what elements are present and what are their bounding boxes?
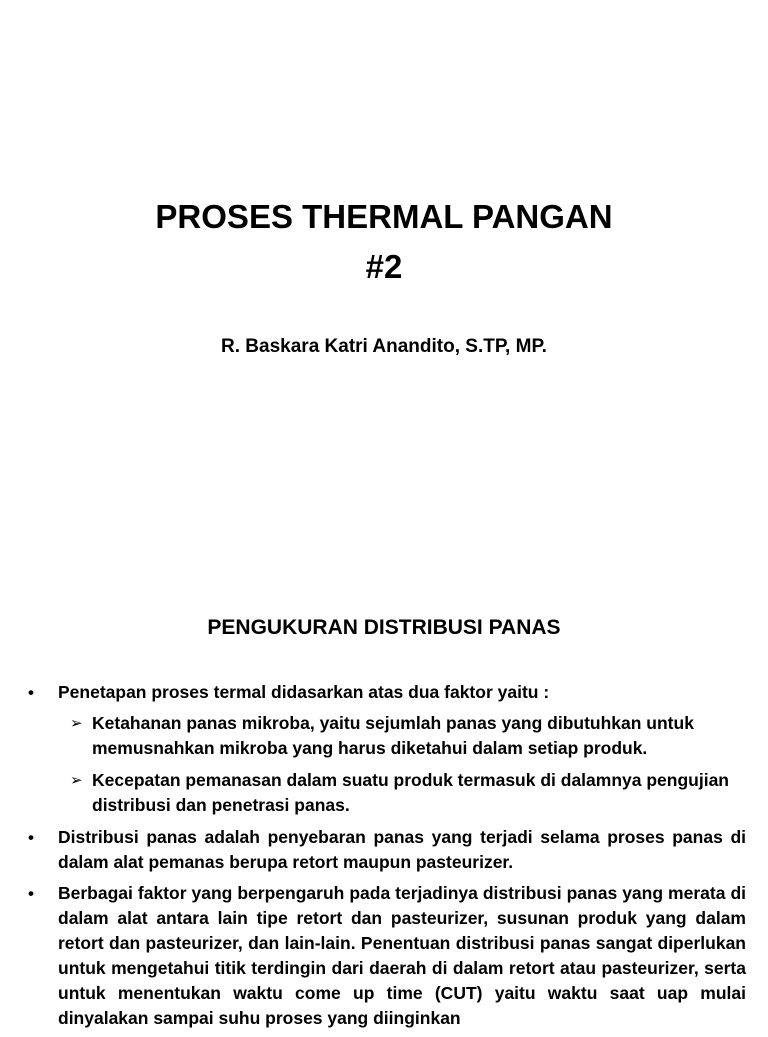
bullet-item-3: [0, 881, 768, 1031]
bullet-dot-icon: •: [28, 683, 34, 702]
bullet-text: Berbagai faktor yang berpengaruh pada terjadinya distribusi panas yang merata di dalam alat antara lain tipe retort dan pasteurizer, susunan produk yang dalam retort dan pasteurizer, dan lain-lain. Penentuan distribusi panas sangat diperlukan untuk mengetahui titik terdingin dari daerah di dalam retort atau pasteurizer, serta untuk menentukan waktu come up time (CUT) yaitu waktu saat uap mulai dinyalakan sampai suhu proses yang diinginkan: [58, 883, 746, 1028]
sub-item-1: [0, 711, 768, 761]
bullet-item-2: [0, 825, 768, 875]
bullet-text: Distribusi panas adalah penyebaran panas yang terjadi selama proses panas di dalam alat pemanas berupa retort maupun pasteurizer.: [58, 827, 746, 872]
content-slide: [0, 600, 768, 1028]
bullet-list: [0, 680, 768, 1037]
arrow-bullet-icon: ➢: [70, 772, 83, 789]
arrow-bullet-icon: ➢: [70, 715, 83, 732]
bullet-dot-icon: •: [28, 884, 34, 903]
slide-title-line1: PROSES THERMAL PANGAN: [155, 198, 613, 235]
slide-title-line2: #2: [365, 248, 403, 285]
bullet-item-1: [0, 680, 768, 705]
bullet-text: Penetapan proses termal didasarkan atas dua faktor yaitu :: [58, 682, 550, 702]
sub-item-text: Ketahanan panas mikroba, yaitu sejumlah panas yang dibutuhkan untuk memusnahkan mikroba yang harus diketahui dalam setiap produk.: [92, 713, 694, 758]
author-name: R. Baskara Katri Anandito, S.TP, MP.: [221, 336, 547, 357]
sub-item-text: Kecepatan pemanasan dalam suatu produk termasuk di dalamnya pengujian distribusi dan penetrasi panas.: [92, 770, 729, 815]
bullet-dot-icon: •: [28, 828, 34, 847]
section-heading: PENGUKURAN DISTRIBUSI PANAS: [207, 616, 561, 639]
slide-title: [0, 192, 768, 292]
sub-item-2: [0, 768, 768, 818]
